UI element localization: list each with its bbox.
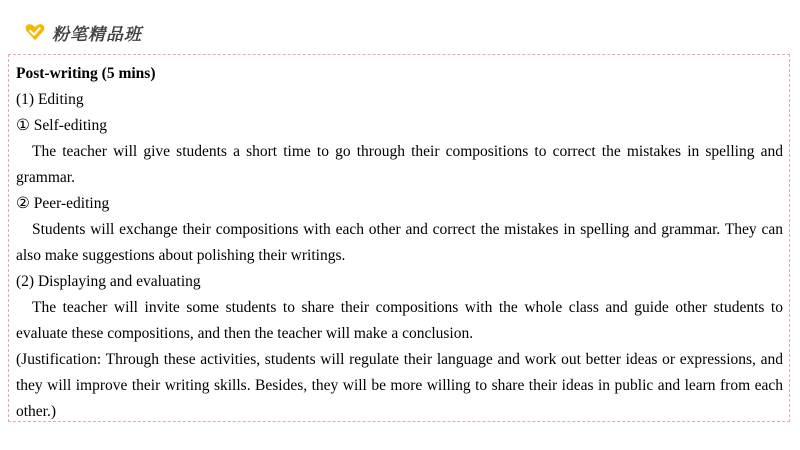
brand-name: 粉笔精品班: [52, 24, 142, 45]
self-editing-body: The teacher will give students a short time to go through their compositions to correct the mistakes in spelling and grammar.: [16, 143, 783, 186]
peer-editing-title: ② Peer-editing: [16, 195, 110, 212]
heart-checkmark-icon: [24, 21, 46, 43]
lesson-plan-box: [8, 54, 790, 422]
section-heading: Post-writing (5 mins): [16, 65, 156, 82]
peer-editing-body: Students will exchange their compositions with each other and correct the mistakes in spelling and grammar. They can also make suggestions about polishing their writings.: [16, 221, 783, 264]
self-editing-title: ① Self-editing: [16, 117, 107, 134]
brand-logo: [24, 18, 142, 46]
displaying-title: (2) Displaying and evaluating: [16, 273, 201, 290]
displaying-body: The teacher will invite some students to share their compositions with the whole class and guide other students to evaluate these compositions, and then the teacher will make a conclusion.: [16, 299, 783, 342]
justification-paragraph: (Justification: Through these activities, students will regulate their language and work out better ideas or expressions, and they will improve their writing skills. Besides, they will be more willing to share their ideas in public and learn from each other.): [16, 351, 783, 420]
editing-title: (1) Editing: [16, 91, 84, 108]
